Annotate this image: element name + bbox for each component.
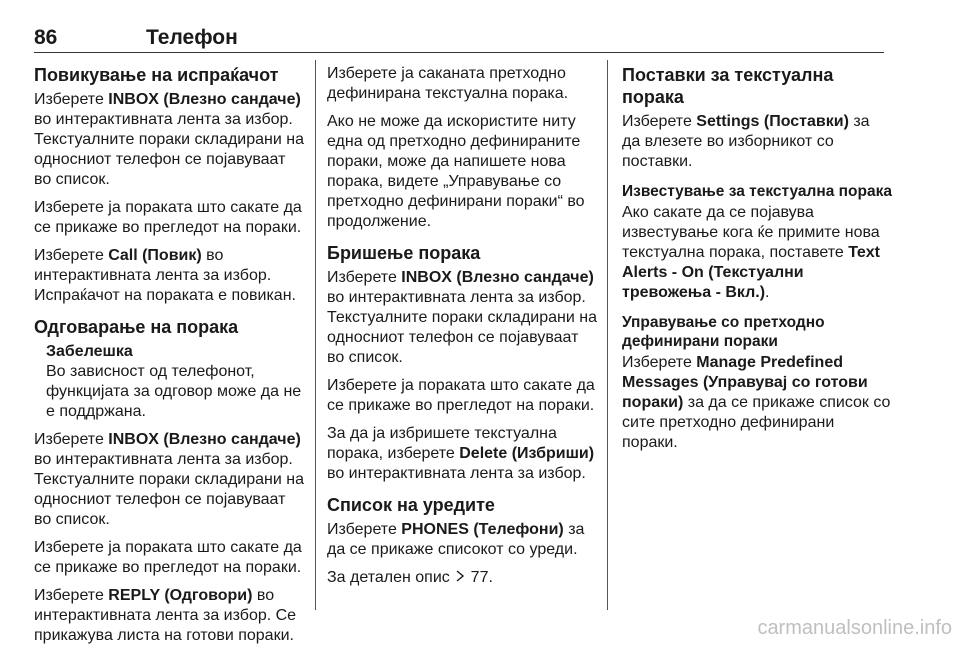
ui-term: INBOX (Влезно сандаче) bbox=[401, 269, 594, 286]
subsection-title-manage-predefined: Управување со претходно дефинирани пораки bbox=[622, 314, 825, 350]
page-reference-arrow-icon bbox=[454, 568, 466, 588]
paragraph: Ако не може да искористите ниту една од претходно дефинираните пораки, може да напишете нова порака, видете „Управување со претходно дефинирани пораки“ во продолжение. bbox=[327, 113, 585, 230]
ui-term: INBOX (Влезно сандаче) bbox=[108, 91, 301, 108]
ui-term: PHONES (Телефони) bbox=[401, 521, 564, 538]
paragraph: Изберете Call (Повик) во интерактивната лента за избор. Испраќачот на пораката е повикан. bbox=[34, 247, 296, 304]
ui-term: REPLY (Одговори) bbox=[108, 587, 253, 604]
column-divider-1 bbox=[315, 60, 316, 610]
ui-term: INBOX (Влезно сандаче) bbox=[108, 431, 301, 448]
paragraph: Изберете ја пораката што сакате да се прикаже во прегледот на пораки. bbox=[34, 539, 302, 576]
paragraph: Изберете ја пораката што сакате да се прикаже во прегледот на пораки. bbox=[327, 377, 595, 414]
ui-term: Manage Predefined Messages (Управувај со готови пораки) bbox=[622, 354, 868, 411]
watermark: carmanualsonline.info bbox=[757, 617, 952, 639]
paragraph: Изберете REPLY (Одговори) во интерактивната лента за избор. Се прикажува листа на готови пораки. bbox=[34, 587, 297, 644]
ui-term: Call (Повик) bbox=[108, 247, 202, 264]
column-3 bbox=[622, 64, 892, 461]
section-title-device-list: Список на уредите bbox=[327, 495, 495, 515]
paragraph: Изберете INBOX (Влезно сандаче) во интерактивната лента за избор. Текстуалните пораки складирани на односниот телефон се појавуваат во список. bbox=[327, 269, 597, 366]
page-number: 86 bbox=[34, 26, 58, 49]
chapter-title: Телефон bbox=[146, 26, 238, 49]
note-box bbox=[46, 342, 306, 422]
note-title: Забелешка bbox=[46, 343, 133, 360]
section-title-delete-message: Бришење порака bbox=[327, 243, 481, 263]
section-title-call-sender: Повикување на испраќачот bbox=[34, 65, 279, 85]
column-divider-2 bbox=[607, 60, 608, 610]
column-1 bbox=[34, 64, 306, 654]
subsection-title-notification: Известување за текстуална порака bbox=[622, 183, 892, 200]
paragraph: Изберете INBOX (Влезно сандаче) во интерактивната лента за избор. Текстуалните пораки складирани на односниот телефон се појавуваат во список. bbox=[34, 91, 304, 188]
ui-term: Delete (Избриши) bbox=[459, 445, 595, 462]
paragraph: За да ја избришете текстуална порака, изберете Delete (Избриши) во интерактивната лента за избор. bbox=[327, 425, 595, 482]
paragraph: Изберете ја саканата претходно дефинирана текстуална порака. bbox=[327, 65, 569, 102]
ui-term: Text Alerts - On (Текстуални тревожења - Вкл.) bbox=[622, 244, 880, 301]
page-header bbox=[34, 22, 884, 53]
section-title-text-message-settings: Поставки за текстуална порака bbox=[622, 65, 834, 107]
ui-term: Settings (Поставки) bbox=[696, 113, 849, 130]
section-title-reply: Одговарање на порака bbox=[34, 317, 239, 337]
paragraph: Изберете Manage Predefined Messages (Управувај со готови пораки) за да се прикаже список со сите претходно дефинирани пораки. bbox=[622, 354, 891, 451]
paragraph: Изберете PHONES (Телефони) за да се прикаже списокот со уреди. bbox=[327, 521, 585, 558]
column-2 bbox=[327, 64, 599, 596]
paragraph: Изберете INBOX (Влезно сандаче) во интерактивната лента за избор. Текстуалните пораки складирани на односниот телефон се појавуваат во список. bbox=[34, 431, 304, 528]
note-text: Во зависност од телефонот, функцијата за одговор може да не е поддржана. bbox=[46, 363, 302, 420]
paragraph: Изберете ја пораката што сакате да се прикаже во прегледот на пораки. bbox=[34, 199, 302, 236]
paragraph: Ако сакате да се појавува известување кога ќе примите нова текстуална порака, поставете Text Alerts - On (Текстуални тревожења - Вкл.). bbox=[622, 204, 880, 301]
paragraph: За детален опис 77. bbox=[327, 569, 493, 586]
paragraph: Изберете Settings (Поставки) за да влезете во изборникот со поставки. bbox=[622, 113, 870, 170]
